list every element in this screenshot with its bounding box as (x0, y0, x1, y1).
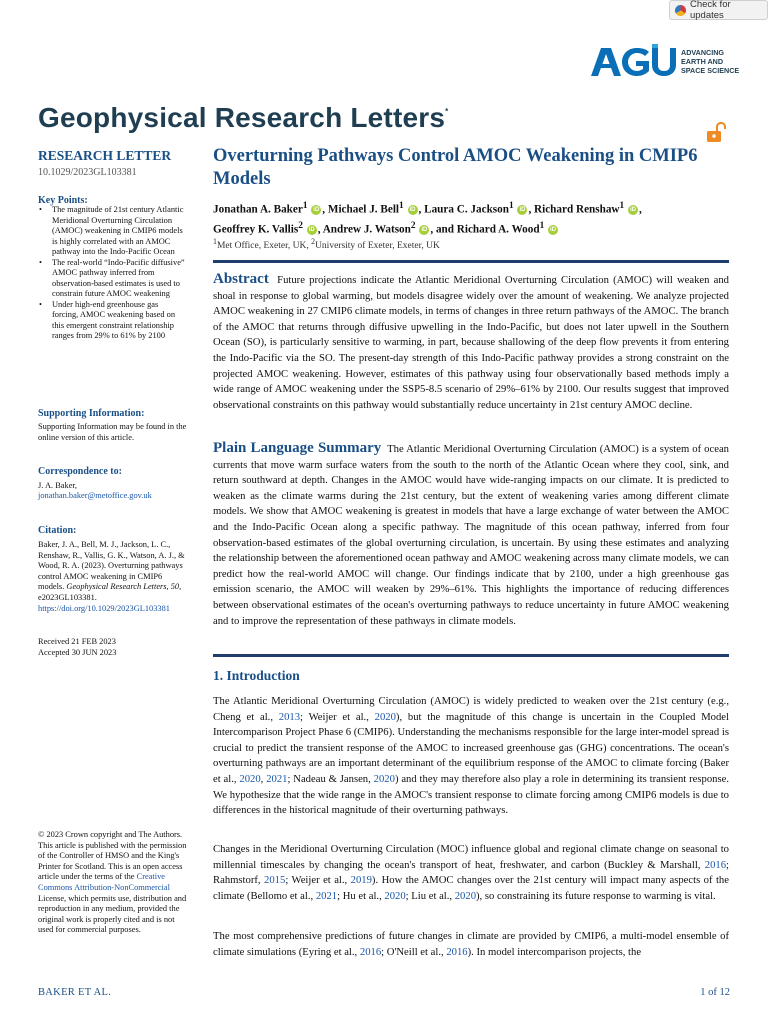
crossmark-icon (675, 5, 686, 16)
paragraph-text: ), so constraining its future response to warming is vital. (476, 890, 716, 902)
supporting-info-heading: Supporting Information: (38, 408, 145, 419)
abstract-divider (213, 260, 729, 263)
citation-link[interactable]: 2021 (266, 773, 288, 785)
orcid-icon[interactable]: iD (308, 226, 315, 233)
journal-title: Geophysical Research Letters* (38, 102, 449, 133)
orcid-icon[interactable]: iD (550, 226, 557, 233)
copyright-notice: © 2023 Crown copyright and The Authors. This article is published with the permission of the Controller of HMSO and the King's Printer for Scotland. This is an open access article under the terms of the Creative Commons Attribution-NonCommercial License, which permits use, distribution and reproduction in any medium, provided the original work is properly cited and is not used for commercial purposes. (38, 830, 187, 935)
paragraph-text: , (260, 773, 267, 785)
received-date: Received 21 FEB 2023 (38, 637, 116, 646)
abstract-block (213, 272, 729, 413)
citation-link[interactable]: 2020 (454, 890, 477, 902)
author-name: Michael J. Bell (327, 203, 400, 216)
orcid-icon[interactable]: iD (313, 207, 320, 214)
citation-link[interactable]: 2016 (359, 946, 382, 958)
paragraph-text: ), but the magnitude of this change is uncertain in the Coupled Model Intercomparison Project Phase 6 (CMIP6). Understanding the mechanisms responsible for the large inter-model spread is crucial to predict the transient response of the AMOC to increased greenhouse gas (GHG) concentrations. The ocean's overturning pathways are an important determinant of the equilibrium response of the AMOC to climate forcing (Baker et al., (213, 711, 729, 785)
open-access-lock-icon (704, 122, 728, 144)
svg-text:SPACE SCIENCES: SPACE SCIENCES (681, 66, 739, 75)
intro-paragraph-2 (213, 842, 729, 904)
citation-link[interactable]: 2015 (264, 875, 286, 887)
paragraph-text: ) and they may therefore also play a role in determining its transient response. We hypothesize that the wide range in the AMOC's transient response to climate forcing among CMIP6 models is due to differences in the historical magnitude of their overturning pathways. (213, 773, 729, 817)
citation-link[interactable]: 2019 (350, 875, 372, 887)
pls-heading: Plain Language Summary (213, 440, 382, 456)
paragraph-text: The most comprehensive predictions of future changes in climate are provided by CMIP6, a multi-model ensemble of climate simulations (Eyring et al., (213, 931, 729, 958)
supporting-info-text: Supporting Information may be found in the online version of this article. (38, 422, 187, 442)
pls-text: The Atlantic Meridional Overturning Circulation (AMOC) is a system of ocean currents that move warm surface waters from the south to the north of the Atlantic Ocean where they cool, sink, and return southward at depth. Changes in the AMOC would have wide-ranging impacts on our climate. It is predicted to weaken as the climate warms during the 21st century, but the extent of weakening varies among different climate models. We show that AMOC weakening is greatest in models that have a large exchange of water between the AMOC and the Indo-Pacific Ocean along a specific pathway. The magnitude of this ocean pathway, inferred from four observation-based estimates of the global overturning circulation, is uncertain. By using these estimates and analyzing the relationship between the aforementioned ocean pathway and AMOC weakening across many climate models, we can predict how the real-world AMOC will change. Our findings indicate that by 2100, under a high greenhouse gas emission scenario, the AMOC will weaken by 29%–61%. This highlights the importance of reducing differences between observational estimates of the ocean's overturning pathways to reduce uncertainty in future AMOC weakening and to improve the representation of these pathways in climate models. (213, 444, 729, 627)
page-number: 1 of 12 (700, 987, 730, 998)
author-name: Richard Renshaw (534, 203, 620, 216)
abstract-text: Future projections indicate the Atlantic Meridional Overturning Circulation (AMOC) will weaken and shoal in response to global warming, but models disagree widely over the amount of weakening. We analyze projected AMOC weakening in 27 CMIP6 climate models, in terms of changes in three return pathways of the AMOC. The branch of the AMOC that returns through diffusive upwelling in the Indo-Pacific, but does not later upwell in the Southern Ocean (SO), is particularly sensitive to warming, in part, because shallowing of the deep flow prevents it from entering the Indo-Pacific via the SO. The present-day strength of this Indo-Pacific pathway provides a strong constraint on the projected AMOC weakening. However, estimates of this pathway using four observationally based methods imply a wide range of AMOC weakening under the SSP5-8.5 scenario of 29%–61% by 2100. Our results suggest that improved observational constraints on this pathway would substantially reduce uncertainty in 21st century AMOC decline. (213, 275, 729, 411)
introduction-heading: 1. Introduction (213, 668, 300, 683)
citation-link[interactable]: 2020 (384, 890, 406, 902)
paragraph-text: ; Rahmstorf, (213, 859, 729, 887)
author-list (213, 198, 733, 237)
author-name: Laura C. Jackson (424, 203, 509, 216)
citation-heading: Citation: (38, 525, 77, 536)
article-doi[interactable]: 10.1029/2023GL103381 (38, 167, 137, 178)
citation-link[interactable]: 2020 (373, 773, 395, 785)
author-name: and Richard A. Wood (435, 223, 540, 236)
orcid-icon[interactable]: iD (409, 207, 416, 214)
paragraph-text: ; Weijer et al., (300, 711, 375, 723)
plain-language-summary-block (213, 441, 729, 629)
citation-link[interactable]: 2016 (704, 859, 727, 871)
citation-link[interactable]: 2020 (374, 711, 396, 723)
journal-mark: * (445, 107, 449, 116)
intro-divider (213, 654, 729, 657)
author-name: Andrew J. Watson (322, 223, 411, 236)
paragraph-text: ). How the AMOC changes over the 21st century will impact many aspects of the climate (Bellomo et al., (213, 875, 729, 902)
correspondence-email[interactable]: jonathan.baker@metoffice.gov.uk (38, 491, 152, 500)
svg-text:EARTH AND: EARTH AND (681, 57, 724, 66)
orcid-icon[interactable]: iD (629, 207, 636, 214)
orcid-icon[interactable]: iD (519, 207, 526, 214)
accepted-date: Accepted 30 JUN 2023 (38, 648, 117, 657)
correspondence-heading: Correspondence to: (38, 466, 122, 477)
author-name: Jonathan A. Baker (213, 203, 303, 216)
paragraph-text: The Atlantic Meridional Overturning Circulation (AMOC) is widely predicted to weaken over the 21st century (e.g., Cheng et al., (213, 696, 729, 723)
paragraph-text: Changes in the Meridional Overturning Circulation (MOC) influence global and regional climate change on seasonal to millennial timescales by changing the ocean's transport of heat, freshwater, and carbon (Buckley & Marshall, (213, 844, 729, 871)
citation-link[interactable]: 2021 (315, 890, 338, 902)
affiliations: $^1$Met Office, Exeter, UK, $^2$University of Exeter, Exeter, UK (213, 237, 440, 252)
key-point-item: • The magnitude of 21st century Atlantic Meridional Overturning Circulation (AMOC) weakening in CMIP6 models is highly correlated with an AMOC pathway into the Indo-Pacific Ocean (38, 205, 186, 258)
key-points-list (38, 205, 186, 342)
paragraph-text: ; Liu et al., (405, 890, 455, 902)
key-points-heading: Key Points: (38, 195, 88, 206)
abstract-heading: Abstract (213, 271, 269, 287)
agu-logo (589, 44, 739, 78)
key-point-item: • The real-world “Indo-Pacific diffusive” AMOC pathway inferred from observation-based estimates is used to constrain future AMOC weakening (38, 258, 186, 300)
author-line-2: Geoffrey K. Vallis$^2$ iD , Andrew J. Watson$^2$ iD , and Richard A. Wood$^1$ iD (213, 220, 557, 236)
article-type: RESEARCH LETTER (38, 148, 172, 163)
intro-paragraph-1 (213, 694, 729, 819)
check-for-updates-button[interactable] (669, 0, 768, 20)
author-name: Geoffrey K. Vallis (213, 223, 299, 236)
article-title: Overturning Pathways Control AMOC Weakening in CMIP6 Models (213, 146, 698, 189)
license-link[interactable]: Creative Commons Attribution-NonCommercial (38, 872, 170, 892)
citation-link[interactable]: 2016 (446, 946, 468, 958)
citation-link[interactable]: https://doi.org/10.1029/2023GL103381 (38, 603, 170, 613)
orcid-icon[interactable]: iD (421, 226, 428, 233)
citation-text: Baker, J. A., Bell, M. J., Jackson, L. C., Renshaw, R., Vallis, G. K., Watson, A. J., & Wood, R. A. (2023). Overturning pathways control AMOC weakening in CMIP6 models. Geophysical Research Letters, 50, e2023GL103381. https://doi.org/10.1029/2023GL103381 (38, 540, 185, 613)
paragraph-text: ; Hu et al., (337, 890, 385, 902)
correspondence-name: J. A. Baker, (38, 481, 77, 490)
running-footer-authors: BAKER ET AL. (38, 987, 112, 998)
author-line-1: Jonathan A. Baker$^1$ iD , Michael J. Bell$^1$ iD , Laura C. Jackson$^1$ iD , Richard Renshaw$^1$ iD , (213, 201, 642, 216)
paragraph-text: ; Nadeau & Jansen, (287, 773, 374, 785)
citation-link[interactable]: 2020 (239, 773, 261, 785)
citation-link[interactable]: 2013 (278, 711, 301, 723)
paragraph-text: ; O'Neill et al., (381, 946, 447, 958)
svg-text:ADVANCING: ADVANCING (681, 48, 724, 57)
paragraph-text: ). In model intercomparison projects, the (467, 946, 642, 958)
check-for-updates-label: Check for updates (689, 0, 731, 21)
intro-paragraph-3 (213, 929, 729, 960)
paragraph-text: ; Weijer et al., (285, 875, 351, 887)
key-point-item: • Under high-end greenhouse gas forcing, AMOC weakening based on this emergent constraint relationship ranges from 29% to 61% by 2100 (38, 300, 186, 342)
